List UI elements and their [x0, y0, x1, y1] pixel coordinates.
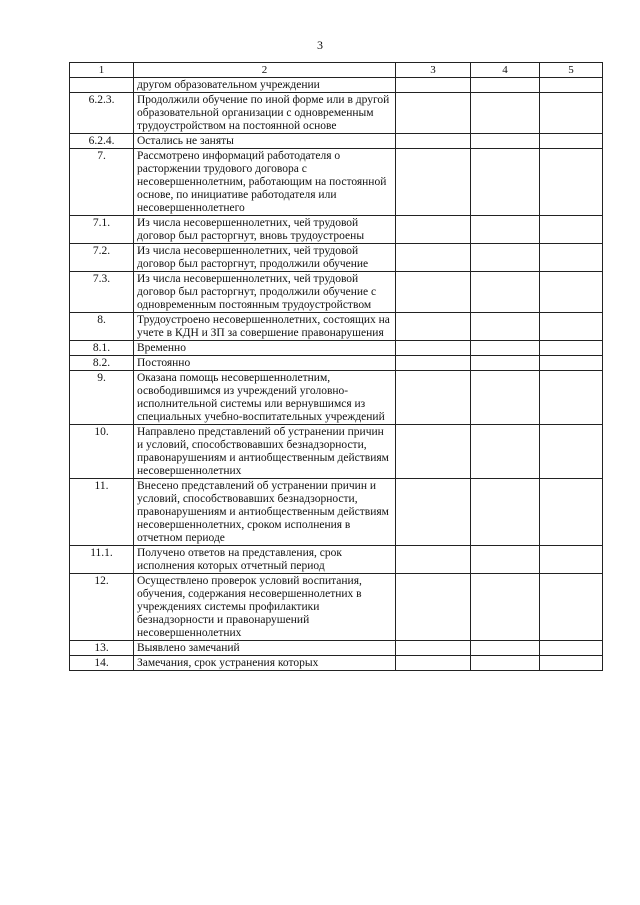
row-number: 14. [70, 656, 134, 671]
row-description: Постоянно [134, 356, 396, 371]
value-cell[interactable] [471, 356, 540, 371]
row-number [70, 78, 134, 93]
table-row [70, 356, 603, 371]
value-cell[interactable] [540, 546, 603, 574]
row-description: Продолжили обучение по иной форме или в другой образовательной организации с одновременным трудоустройством на постоянной основе [134, 93, 396, 134]
value-cell[interactable] [396, 244, 471, 272]
row-description: Из числа несовершеннолетних, чей трудовой договор был расторгнут, продолжили обучение [134, 244, 396, 272]
value-cell[interactable] [396, 272, 471, 313]
row-description: другом образовательном учреждении [134, 78, 396, 93]
row-number: 7.1. [70, 216, 134, 244]
table-row [70, 425, 603, 479]
value-cell[interactable] [471, 244, 540, 272]
value-cell[interactable] [471, 574, 540, 641]
value-cell[interactable] [471, 313, 540, 341]
row-description: Направлено представлений об устранении причин и условий, способствовавших безнадзорности, правонарушениям и антиобщественным действиям несовершеннолетних [134, 425, 396, 479]
row-number: 7.2. [70, 244, 134, 272]
table-row [70, 313, 603, 341]
value-cell[interactable] [540, 134, 603, 149]
row-number: 9. [70, 371, 134, 425]
value-cell[interactable] [540, 93, 603, 134]
value-cell[interactable] [471, 341, 540, 356]
row-description: Получено ответов на представления, срок исполнения которых отчетный период [134, 546, 396, 574]
value-cell[interactable] [396, 546, 471, 574]
value-cell[interactable] [396, 356, 471, 371]
value-cell[interactable] [396, 134, 471, 149]
row-number: 11. [70, 479, 134, 546]
value-cell[interactable] [471, 546, 540, 574]
value-cell[interactable] [540, 313, 603, 341]
row-number: 8.2. [70, 356, 134, 371]
value-cell[interactable] [396, 149, 471, 216]
value-cell[interactable] [540, 425, 603, 479]
table-row [70, 641, 603, 656]
value-cell[interactable] [471, 641, 540, 656]
table-row [70, 341, 603, 356]
value-cell[interactable] [540, 371, 603, 425]
table-row [70, 149, 603, 216]
page-number: 3 [317, 38, 323, 52]
value-cell[interactable] [396, 93, 471, 134]
table-row [70, 371, 603, 425]
value-cell[interactable] [396, 479, 471, 546]
table-row [70, 216, 603, 244]
row-number: 11.1. [70, 546, 134, 574]
row-number: 6.2.3. [70, 93, 134, 134]
value-cell[interactable] [471, 656, 540, 671]
row-number: 6.2.4. [70, 134, 134, 149]
row-number: 10. [70, 425, 134, 479]
header-cell: 2 [134, 63, 396, 78]
value-cell[interactable] [396, 313, 471, 341]
table-row [70, 244, 603, 272]
value-cell[interactable] [540, 356, 603, 371]
value-cell[interactable] [471, 272, 540, 313]
header-row [70, 63, 603, 78]
value-cell[interactable] [396, 641, 471, 656]
row-description: Внесено представлений об устранении причин и условий, способствовавших безнадзорности, правонарушениям и антиобщественным действиям несовершеннолетних, сроком исполнения в отчетном периоде [134, 479, 396, 546]
value-cell[interactable] [540, 341, 603, 356]
header-cell: 3 [396, 63, 471, 78]
value-cell[interactable] [471, 149, 540, 216]
table-row [70, 479, 603, 546]
table-row [70, 93, 603, 134]
table-row [70, 272, 603, 313]
row-description: Выявлено замечаний [134, 641, 396, 656]
table-row [70, 546, 603, 574]
value-cell[interactable] [471, 479, 540, 546]
row-description: Осуществлено проверок условий воспитания, обучения, содержания несовершеннолетних в учреждениях системы профилактики безнадзорности и правонарушений несовершеннолетних [134, 574, 396, 641]
value-cell[interactable] [540, 656, 603, 671]
value-cell[interactable] [540, 78, 603, 93]
row-number: 13. [70, 641, 134, 656]
value-cell[interactable] [471, 216, 540, 244]
value-cell[interactable] [396, 341, 471, 356]
value-cell[interactable] [540, 574, 603, 641]
header-cell: 4 [471, 63, 540, 78]
value-cell[interactable] [540, 272, 603, 313]
value-cell[interactable] [540, 216, 603, 244]
header-cell: 5 [540, 63, 603, 78]
value-cell[interactable] [396, 371, 471, 425]
row-description: Временно [134, 341, 396, 356]
row-number: 8. [70, 313, 134, 341]
row-number: 7.3. [70, 272, 134, 313]
value-cell[interactable] [471, 93, 540, 134]
value-cell[interactable] [396, 78, 471, 93]
table-row [70, 574, 603, 641]
row-description: Оказана помощь несовершеннолетним, освободившимся из учреждений уголовно-исполнительной системы или вернувшимся из специальных учебно-воспитательных учреждений [134, 371, 396, 425]
row-description: Остались не заняты [134, 134, 396, 149]
value-cell[interactable] [396, 656, 471, 671]
value-cell[interactable] [540, 641, 603, 656]
value-cell[interactable] [540, 479, 603, 546]
row-number: 12. [70, 574, 134, 641]
row-number: 8.1. [70, 341, 134, 356]
table-row [70, 656, 603, 671]
value-cell[interactable] [540, 244, 603, 272]
value-cell[interactable] [540, 149, 603, 216]
value-cell[interactable] [471, 78, 540, 93]
value-cell[interactable] [396, 574, 471, 641]
value-cell[interactable] [396, 216, 471, 244]
header-cell: 1 [70, 63, 134, 78]
value-cell[interactable] [471, 134, 540, 149]
row-description: Трудоустроено несовершеннолетних, состоящих на учете в КДН и ЗП за совершение правонарушения [134, 313, 396, 341]
table-row [70, 134, 603, 149]
row-description: Из числа несовершеннолетних, чей трудовой договор был расторгнут, вновь трудоустроены [134, 216, 396, 244]
row-description: Из числа несовершеннолетних, чей трудовой договор был расторгнут, продолжили обучение с одновременным постоянным трудоустройством [134, 272, 396, 313]
row-description: Замечания, срок устранения которых [134, 656, 396, 671]
value-cell[interactable] [471, 371, 540, 425]
value-cell[interactable] [396, 425, 471, 479]
row-number: 7. [70, 149, 134, 216]
report-table [69, 62, 603, 671]
value-cell[interactable] [471, 425, 540, 479]
row-description: Рассмотрено информаций работодателя о расторжении трудового договора с несовершеннолетним, работающим на постоянной основе, по инициативе работодателя или несовершеннолетнего [134, 149, 396, 216]
table-row [70, 78, 603, 93]
